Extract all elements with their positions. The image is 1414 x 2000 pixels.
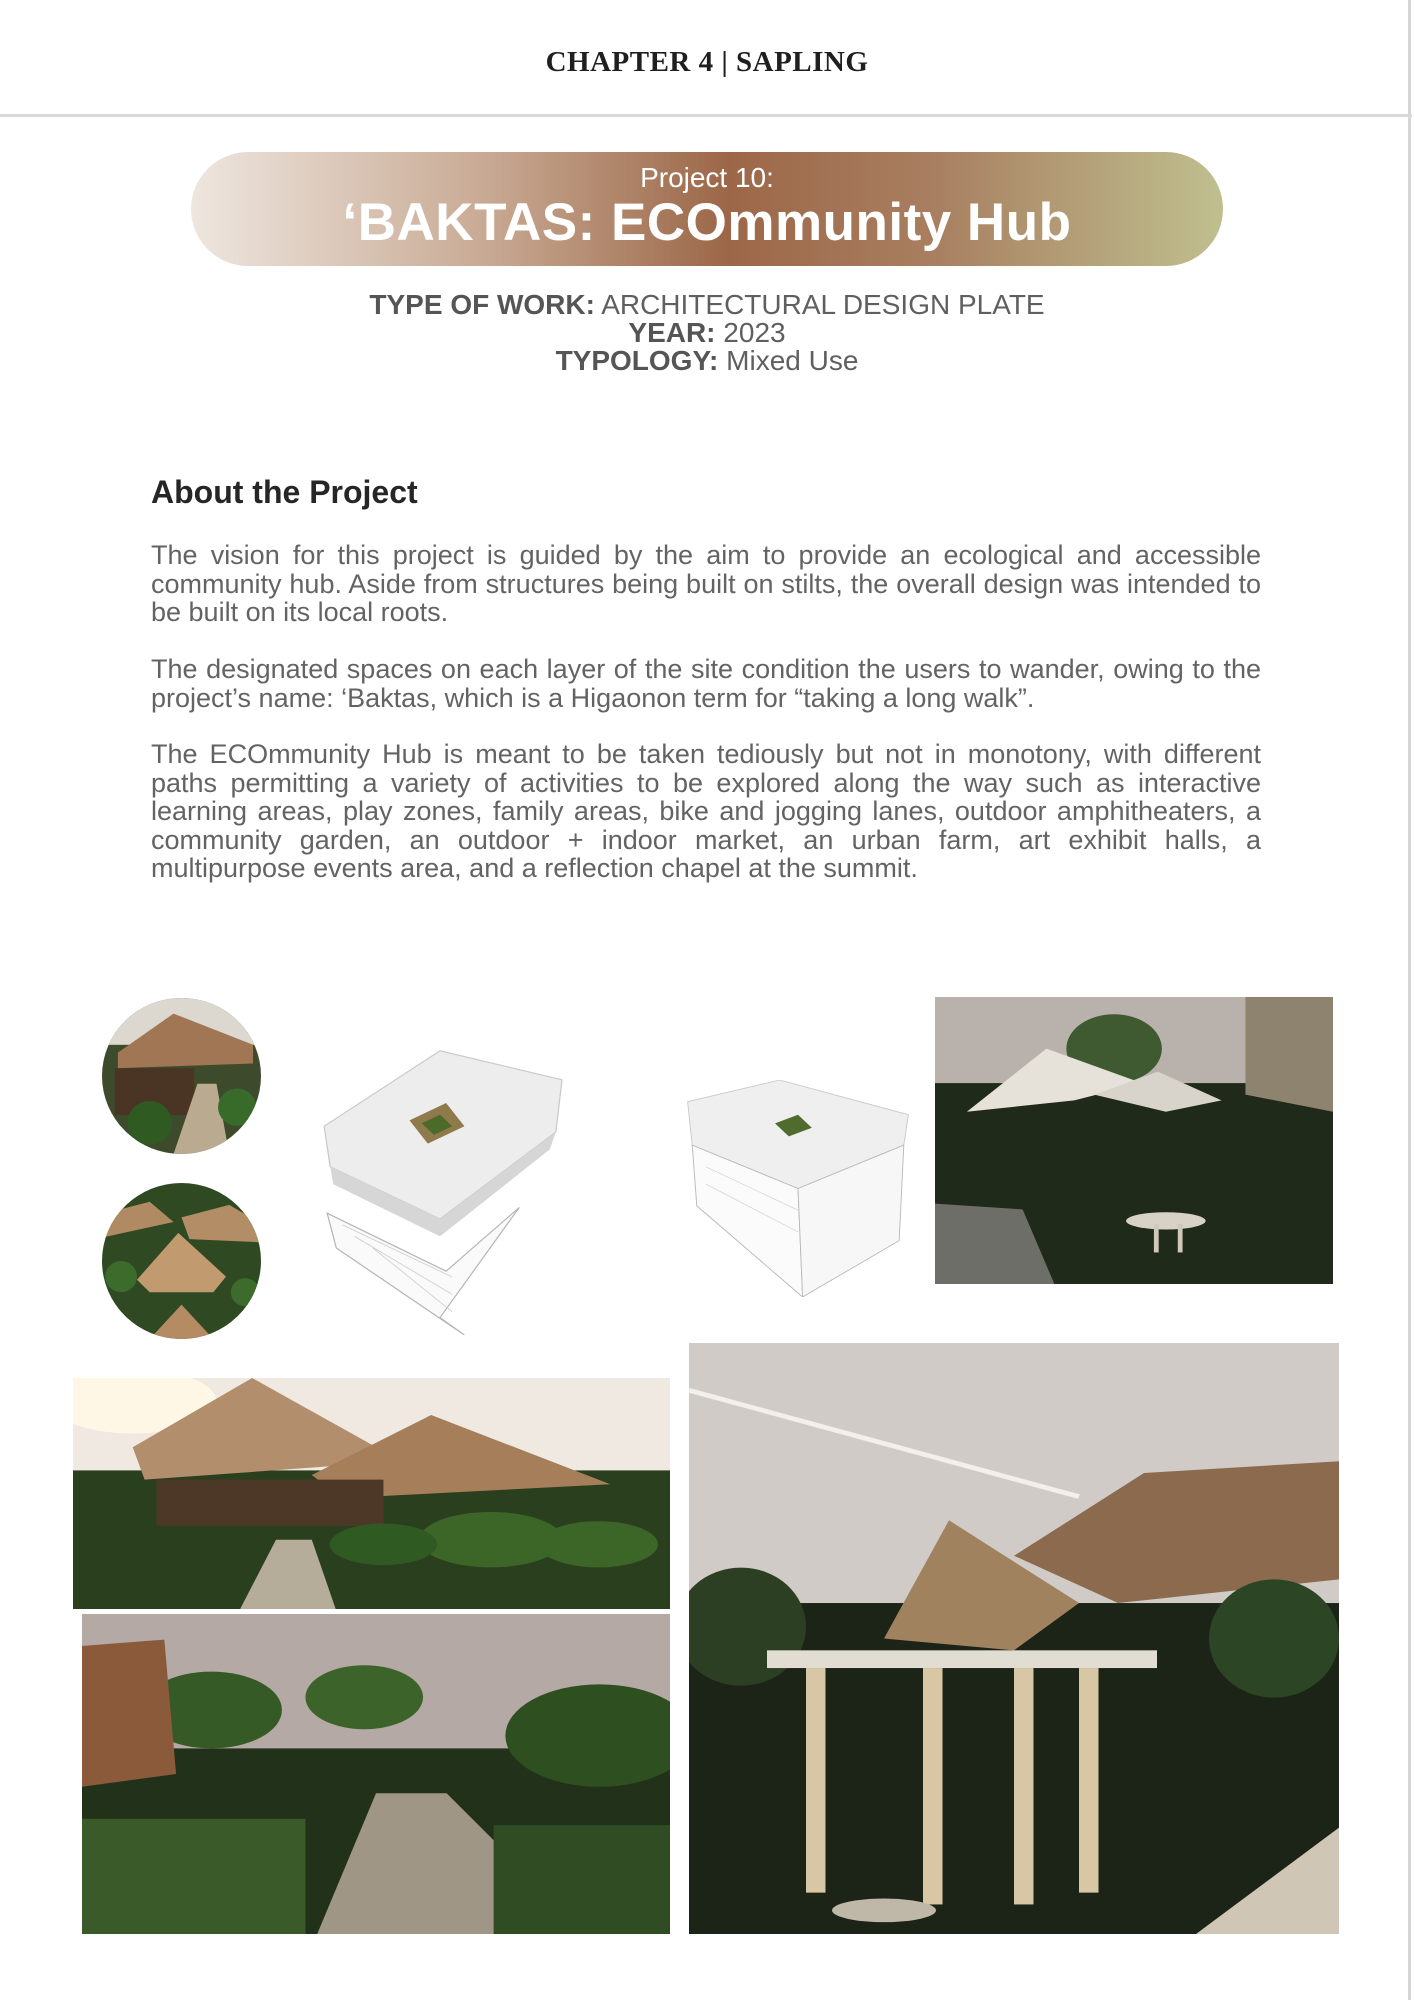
project-number: Project 10: — [640, 162, 774, 193]
typology-label: TYPOLOGY: — [555, 345, 719, 376]
project-title-banner — [191, 152, 1223, 266]
chapter-header: CHAPTER 4 | SAPLING — [545, 46, 869, 78]
type-of-work-line — [0, 290, 1414, 319]
render-bamboo-pavilion — [689, 1343, 1339, 1934]
year-line — [0, 318, 1414, 347]
year-label: YEAR: — [628, 317, 716, 348]
typology-line — [0, 346, 1414, 375]
about-paragraph-3: The ECOmmunity Hub is meant to be taken tediously but not in monotony, with different paths permitting a variety of activities to be explored along the way such as interactive learning areas, play zones, family areas, bike and jogging lanes, outdoor amphitheaters, a community garden, an outdoor + indoor market, an urban farm, art exhibit halls, a multipurpose events area, and a reflection chapel at the summit. — [151, 739, 1261, 883]
year-value: 2023 — [723, 317, 786, 348]
circle-render-roofs-aerial — [102, 1183, 261, 1339]
about-heading: About the Project — [151, 474, 418, 510]
render-thatched-huts-wide — [73, 1378, 670, 1609]
header-divider — [0, 114, 1412, 117]
circle-render-thatch-roof — [102, 998, 261, 1154]
render-tent-canopies — [935, 997, 1333, 1284]
type-of-work-label: TYPE OF WORK: — [369, 289, 595, 320]
render-garden-pathway — [82, 1614, 670, 1934]
type-of-work-value: ARCHITECTURAL DESIGN PLATE — [601, 289, 1045, 320]
about-paragraph-1: The vision for this project is guided by the aim to provide an ecological and accessible community hub. Aside from structures being built on stilts, the overall design was intended to be built on its local roots. — [151, 540, 1261, 627]
project-title: ‘BAKTAS: ECOmmunity Hub — [342, 193, 1072, 252]
about-paragraph-2: The designated spaces on each layer of the site condition the users to wander, owing to the project’s name: ‘Baktas, which is a Higaonon term for “taking a long walk”. — [151, 654, 1261, 713]
typology-value: Mixed Use — [726, 345, 859, 376]
axonometric-site-model-exploded — [318, 1045, 623, 1335]
axonometric-site-model-section — [683, 1080, 913, 1297]
